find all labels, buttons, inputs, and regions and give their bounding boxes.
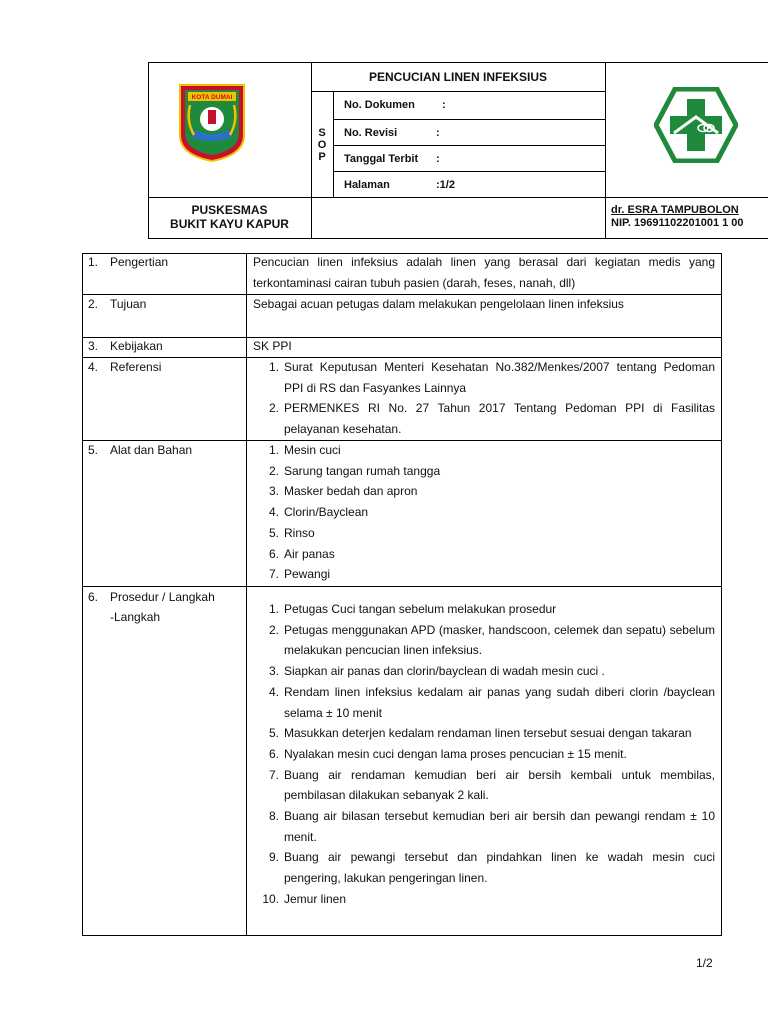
list-item: 6. Air panas bbox=[268, 546, 335, 561]
meta-page: Halaman :1/2 bbox=[344, 179, 455, 191]
list-item: 6. Nyalakan mesin cuci dengan lama proses pencucian ± 15 menit. bbox=[268, 746, 627, 761]
section-text: Sebagai acuan petugas dalam melakukan pengelolaan linen infeksius bbox=[253, 297, 624, 311]
list-item: 2. Sarung tangan rumah tangga bbox=[268, 463, 441, 478]
sop-label bbox=[311, 92, 333, 197]
signer-name: dr. ESRA TAMPUBOLON bbox=[611, 204, 739, 216]
section-label: 3. Kebijakan bbox=[88, 339, 163, 353]
section-label: 6. Prosedur / Langkah -Langkah bbox=[88, 590, 215, 624]
signature-block bbox=[611, 204, 744, 230]
kota-dumai-logo bbox=[178, 83, 246, 163]
list-item: 1. Petugas Cuci tangan sebelum melakukan prosedur bbox=[268, 602, 557, 616]
section-label: 1. Pengertian bbox=[88, 255, 169, 269]
section-text: SK PPI bbox=[253, 339, 292, 353]
sop-letter: O bbox=[317, 138, 327, 151]
section-label: 2. Tujuan bbox=[88, 297, 147, 311]
list-item: 7. Pewangi bbox=[268, 567, 331, 582]
tools-list bbox=[253, 440, 715, 585]
list-item: 2. Petugas menggunakan APD (masker, handscoon, celemek dan sepatu) sebelum melakukan pencucian linen infeksius. bbox=[268, 622, 715, 658]
list-item: 5. Rinso bbox=[268, 525, 315, 540]
procedure-list bbox=[253, 599, 715, 910]
signer-nip: NIP. 19691102201001 1 00 bbox=[611, 217, 744, 229]
reference-list bbox=[253, 357, 715, 440]
document-title: PENCUCIAN LINEN INFEKSIUS bbox=[368, 70, 547, 84]
section-label: 4. Referensi bbox=[88, 360, 162, 374]
meta-issue-date: Tanggal Terbit : bbox=[344, 153, 440, 165]
page-number: 1/2 bbox=[696, 956, 713, 970]
list-item: 4. Rendam linen infeksius kedalam air panas yang sudah diberi clorin /bayclean selama ± 10 menit bbox=[268, 684, 715, 720]
list-item: 1. Surat Keputusan Menteri Kesehatan No.382/Menkes/2007 tentang Pedoman PPI di RS dan Fasyankes Lainnya bbox=[268, 360, 715, 395]
list-item: 3. Masker bedah dan apron bbox=[268, 484, 418, 499]
list-item: 3. Siapkan air panas dan clorin/bayclean di wadah mesin cuci . bbox=[268, 664, 605, 679]
sop-letter: S bbox=[318, 126, 326, 139]
list-item: 2. PERMENKES RI No. 27 Tahun 2017 Tentang Pedoman PPI di Fasilitas pelayanan kesehatan. bbox=[268, 401, 715, 437]
puskesmas-logo bbox=[654, 87, 738, 163]
list-item: 5. Masukkan deterjen kedalam rendaman linen tersebut sesuai dengan takaran bbox=[268, 726, 692, 741]
list-item: 8. Buang air bilasan tersebut kemudian beri air bersih dan pewangi rendam ± 10 menit. bbox=[268, 809, 715, 844]
section-label: 5. Alat dan Bahan bbox=[88, 443, 193, 457]
list-item: 10. Jemur linen bbox=[262, 891, 347, 906]
list-item: 1. Mesin cuci bbox=[268, 443, 341, 457]
list-item: 9. Buang air pewangi tersebut dan pindahkan linen ke wadah mesin cuci pengering, lakukan pengeringan linen. bbox=[268, 850, 715, 886]
section-text: Pencucian linen infeksius adalah linen yang berasal dari kegiatan medis yang terkontaminasi cairan tubuh pasien (darah, feses, nanah, dll) bbox=[253, 255, 715, 290]
meta-revision: No. Revisi : bbox=[344, 127, 440, 139]
meta-document-number: No. Dokumen : bbox=[344, 99, 446, 111]
sop-letter: P bbox=[318, 150, 326, 163]
institution-name: PUSKESMAS BUKIT KAYU KAPUR bbox=[170, 203, 289, 231]
list-item: 4. Clorin/Bayclean bbox=[268, 505, 369, 520]
logo-text: KOTA DUMAI bbox=[191, 94, 233, 101]
list-item: 7. Buang air rendaman kemudian beri air bersih kembali untuk membilas, pembilasan dilakukan sebanyak 2 kali. bbox=[268, 767, 715, 803]
